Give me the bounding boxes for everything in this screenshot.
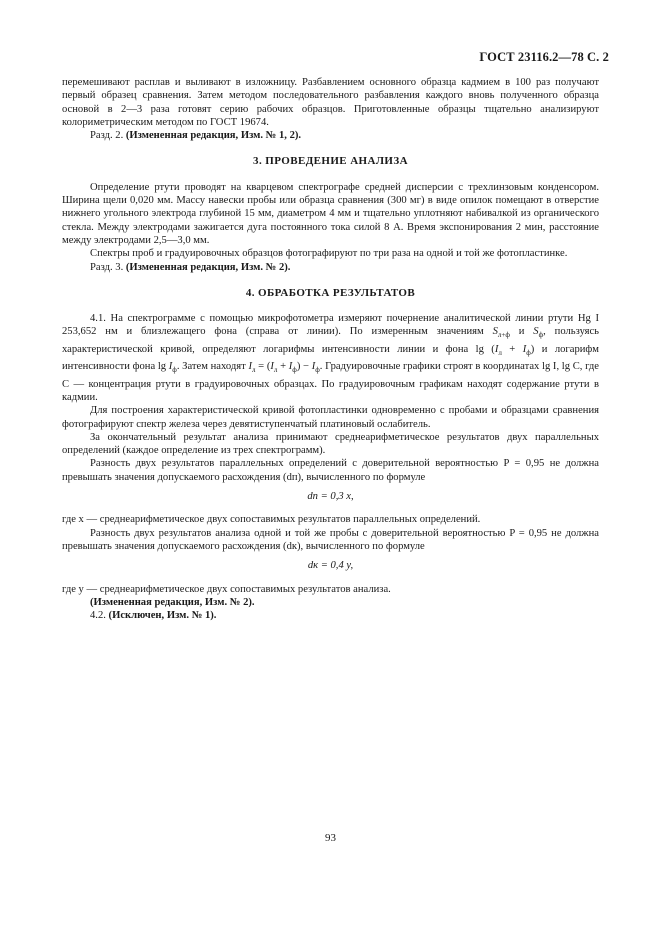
section4-paragraph-4: Разность двух результатов параллельных определений с доверительной вероятностью P = 0,95 не должна превышать значения допускаемого расхождения (dп), вычисленного по формуле — [62, 458, 599, 483]
section4-item-4-2 — [62, 609, 599, 622]
item-number: 4.2. — [90, 610, 106, 622]
section4-paragraph-6: Разность двух результатов анализа одной и той же пробы с доверительной вероятностью P = 0,95 не должна превышать значения допускаемого расхождения (dк), вычисленного по формуле — [62, 527, 599, 552]
formula-dk: dк = 0,4 y, — [307, 560, 354, 572]
section2-revision-note — [62, 129, 599, 142]
section4-paragraph-7: где y — среднеарифметическое двух сопоставимых результатов анализа. — [62, 583, 391, 595]
revision-note: (Измененная редакция, Изм. № 2). — [125, 261, 291, 273]
document-body — [62, 76, 599, 622]
section4-title: 4. ОБРАБОТКА РЕЗУЛЬТАТОВ — [245, 286, 416, 299]
page-number: 93 — [325, 832, 336, 844]
section3-paragraph-2: Спектры проб и градуировочных образцов фотографируют по три раза на одной и той же фотопластинке. — [90, 248, 568, 260]
intro-paragraph: перемешивают расплав и выливают в изложницу. Разбавлением основного образца кадмием в 100 раз получают первый образец сравнения. Затем методом последовательного разбавления каждого вновь полученного образца основой в 2—3 раза готовят серию рабочих образцов. Приготовленные образцы тщательно анализируют колориметрическим методом по ГОСТ 19674. — [62, 77, 599, 128]
section3-title: 3. ПРОВЕДЕНИЕ АНАЛИЗА — [253, 155, 408, 168]
section4-paragraph-4-1: 4.1. На спектрограмме с помощью микрофотометра измеряют почернение аналитической линии ртути Hg I 253,652 нм и близлежащего фона (справа от линии). По измеренным значениям $S_{л+ф}$ и $S_ф$, пользуясь характеристической кривой, определяют логарифмы интенсивности линии и фона $\lg (I_л + I_ф)$ и логарифм интенсивности фона $\lg I_ф$. Затем находят $I_л = (I_л + I_ф) - I_ф$. Градуировочные графики строят в координатах lg I, lg C, где C — концентрация ртути в градуировочных образцах. По градуировочным графикам находят содержание ртути в кадмии. — [62, 313, 600, 403]
razd-prefix: Разд. 2. — [90, 130, 124, 142]
revision-note: (Измененная редакция, Изм. № 1, 2). — [125, 130, 302, 142]
section4-paragraph-3: За окончательный результат анализа принимают среднеарифметическое результатов двух параллельных определений (каждое определение из трех спектрограмм). — [62, 431, 599, 457]
section3-revision-note — [62, 261, 599, 274]
razd-prefix: Разд. 3. — [90, 261, 124, 273]
page-header: ГОСТ 23116.2—78 С. 2 — [479, 50, 609, 64]
section4-paragraph-5: где x — среднеарифметическое двух сопоставимых результатов параллельных определений. — [62, 514, 481, 526]
section4-paragraph-2: Для построения характеристической кривой фотопластинки одновременно с пробами и образцами сравнения фотографируют спектр железа через девятиступенчатый платиновый ослабитель. — [62, 405, 599, 430]
section3-paragraph-1: Определение ртути проводят на кварцевом спектрографе средней дисперсии с трехлинзовым конденсором. Ширина щели 0,020 мм. Массу навески пробы или образца сравнения (300 мг) в виде опилок помещают в отверстие нижнего угольного электрода глубиной 15 мм, диаметром 4 мм и тщательно уплотняют набивалкой из органического стекла. Между электродами зажигается дуга постоянного тока силой 8 А. Время экспонирования 2 мин, расстояние между электродами 2,5—3,0 мм. — [62, 181, 599, 246]
formula-dp: dп = 0,3 x, — [307, 491, 354, 503]
section4-revision-note: (Измененная редакция, Изм. № 2). — [90, 596, 255, 608]
excluded-note: (Исключен, Изм. № 1). — [108, 610, 217, 622]
